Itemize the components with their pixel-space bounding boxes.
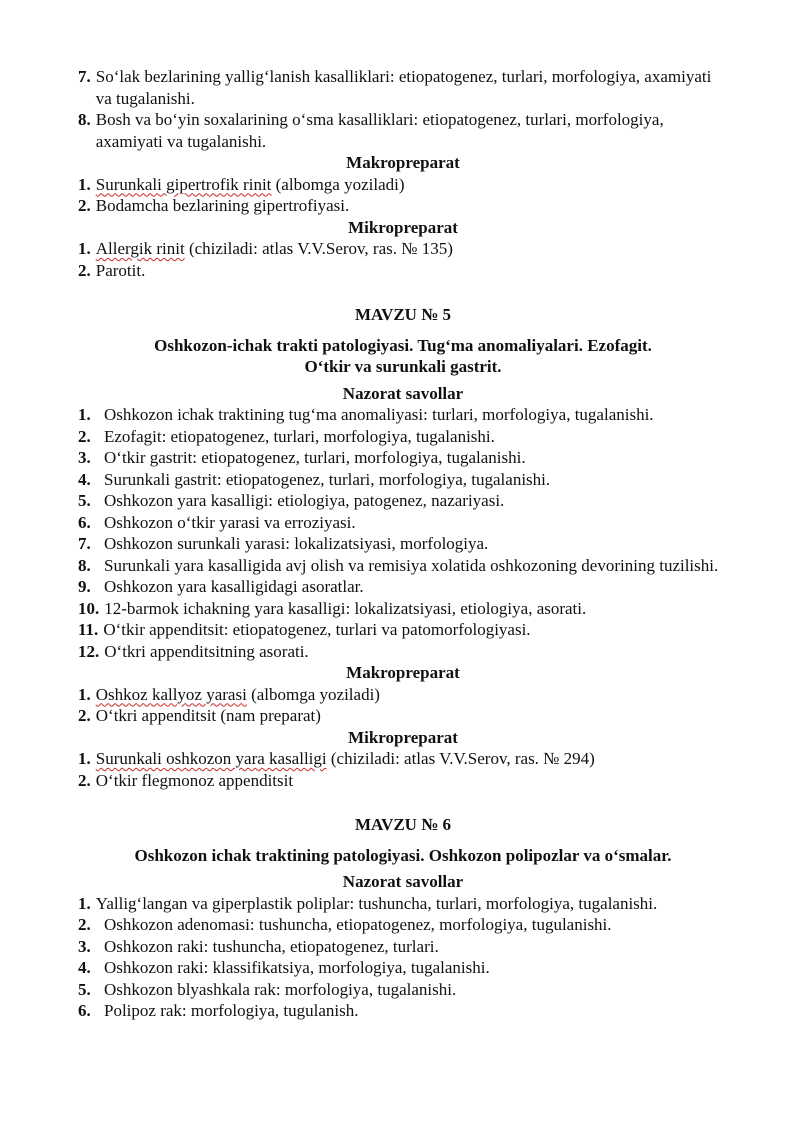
list-item (78, 1000, 728, 1022)
item-text: 12-barmok ichakning yara kasalligi: lokalizatsiyasi, etiologiya, asorati. (104, 598, 587, 618)
list-item (78, 705, 728, 727)
item-number: 1. (78, 174, 91, 194)
item-number: 5. (78, 979, 91, 999)
item-text: O‘tkri appenditsit (nam preparat) (95, 706, 321, 725)
item-text: So‘lak bezlarining yallig‘lanish kasalliklari: etiopatogenez, turlari, morfologiya, axamiyati va tugalanishi. (95, 67, 712, 108)
list-item (78, 447, 728, 469)
document-page (78, 66, 728, 1022)
item-number: 4. (78, 958, 91, 977)
item-text: O‘tkir gastrit: etiopatogenez, turlari, morfologiya, tugalanishi. (104, 448, 526, 467)
item-number: 1. (78, 684, 91, 704)
list-item (78, 404, 728, 426)
item-number: 10. (78, 598, 100, 618)
nazorat-savollar-heading: Nazorat savollar (342, 872, 464, 891)
item-number: 2. (78, 260, 91, 280)
item-number: 1. (78, 893, 91, 913)
item-number: 8. (78, 555, 91, 575)
item-number: 1. (78, 749, 91, 768)
item-text: (chiziladi: atlas V.V.Serov, ras. № 294) (326, 749, 595, 768)
item-number: 2. (78, 706, 91, 725)
list-item (78, 770, 728, 792)
item-text: Oshkozon o‘tkir yarasi va erroziyasi. (104, 512, 356, 532)
makropreparat-heading: Makropreparat (346, 663, 460, 682)
list-item (78, 957, 728, 979)
item-number: 2. (78, 196, 91, 215)
list-item (78, 598, 728, 620)
list-item (78, 555, 728, 577)
item-text: (chiziladi: atlas V.V.Serov, ras. № 135) (184, 239, 453, 258)
list-item (78, 684, 728, 706)
mavzu-6-title-line-1: Oshkozon ichak traktining patologiyasi. Oshkozon polipozlar va o‘smalar. (134, 845, 672, 865)
item-text: Polipoz rak: morfologiya, tugulanish. (104, 1001, 359, 1020)
item-text: (albomga yoziladi) (271, 174, 405, 194)
mikropreparat-heading: Mikropreparat (348, 217, 458, 237)
mavzu-6-question-list (78, 893, 728, 1022)
list-item (78, 936, 728, 958)
item-text: Bodamcha bezlarining gipertrofiyasi. (95, 196, 350, 215)
item-text: O‘tkri appenditsitning asorati. (104, 641, 309, 661)
list-item (78, 748, 728, 770)
mavzu-6-heading: MAVZU № 6 (354, 815, 452, 834)
makropreparat-list (78, 684, 728, 727)
list-item (78, 469, 728, 491)
item-text: Oshkozon yara kasalligi: etiologiya, patogenez, nazariyasi. (104, 491, 505, 510)
item-number: 8. (78, 110, 91, 129)
item-number: 6. (78, 1001, 91, 1020)
item-text: Surunkali yara kasalligida avj olish va remisiya xolatida oshkozoning devorining tuzilishi. (104, 555, 719, 575)
item-text: Oshkozon adenomasi: tushuncha, etiopatogenez, morfologiya, tugulanishi. (104, 915, 612, 934)
item-number: 9. (78, 577, 91, 596)
mikropreparat-list (78, 748, 728, 791)
mikropreparat-list (78, 238, 728, 281)
list-item (78, 238, 728, 260)
item-text: Ezofagit: etiopatogenez, turlari, morfologiya, tugalanishi. (104, 426, 495, 446)
item-number: 6. (78, 512, 91, 532)
item-number: 3. (78, 448, 91, 467)
item-number: 1. (78, 405, 91, 424)
nazorat-savollar-heading: Nazorat savollar (342, 383, 464, 403)
list-item (78, 979, 728, 1001)
list-item (78, 195, 728, 217)
list-item (78, 512, 728, 534)
item-text: Surunkali gastrit: etiopatogenez, turlari, morfologiya, tugalanishi. (104, 469, 551, 489)
mavzu-5-heading: MAVZU № 5 (354, 305, 452, 324)
item-link-text: Surunkali oshkozon yara kasalligi (95, 749, 327, 768)
item-text: Parotit. (95, 260, 146, 280)
item-number: 1. (78, 239, 91, 258)
list-item (78, 490, 728, 512)
list-item (78, 914, 728, 936)
mikropreparat-heading: Mikropreparat (348, 727, 458, 747)
item-number: 4. (78, 469, 91, 489)
item-text: O‘tkir appenditsit: etiopatogenez, turlari va patomorfologiyasi. (103, 620, 531, 639)
list-item (78, 641, 728, 663)
item-text: Yallig‘langan va giperplastik poliplar: tushuncha, turlari, morfologiya, tugalanishi. (95, 893, 658, 913)
item-number: 2. (78, 915, 91, 934)
item-text: Oshkozon raki: tushuncha, etiopatogenez, turlari. (104, 936, 439, 956)
item-number: 2. (78, 426, 91, 446)
top-question-list (78, 66, 728, 152)
list-item (78, 533, 728, 555)
makropreparat-heading: Makropreparat (346, 153, 460, 172)
item-text: Bosh va bo‘yin soxalarining o‘sma kasalliklari: etiopatogenez, turlari, morfologiya, axamiyati va tugalanishi. (95, 110, 664, 151)
list-item (78, 426, 728, 448)
item-number: 5. (78, 491, 91, 510)
list-item (78, 109, 728, 152)
mavzu-5-title-line-2: O‘tkir va surunkali gastrit. (304, 357, 502, 376)
item-link-text: Oshkoz kallyoz yarasi (95, 684, 247, 704)
item-number: 11. (78, 620, 99, 639)
makropreparat-list (78, 174, 728, 217)
list-item (78, 619, 728, 641)
item-text: Oshkozon yara kasalligidagi asoratlar. (104, 577, 364, 596)
item-text: (albomga yoziladi) (246, 684, 380, 704)
mavzu-5-title-line-1: Oshkozon-ichak trakti patologiyasi. Tug‘ma anomaliyalari. Ezofagit. (154, 335, 652, 355)
list-item (78, 260, 728, 282)
item-text: Oshkozon raki: klassifikatsiya, morfologiya, tugalanishi. (104, 958, 490, 977)
item-text: O‘tkir flegmonoz appenditsit (95, 770, 294, 790)
list-item (78, 174, 728, 196)
item-text: Oshkozon ichak traktining tug‘ma anomaliyasi: turlari, morfologiya, tugalanishi. (104, 405, 654, 424)
item-number: 7. (78, 67, 91, 86)
list-item (78, 576, 728, 598)
list-item (78, 66, 728, 109)
item-link-text: Allergik rinit (95, 239, 185, 258)
item-number: 12. (78, 641, 100, 661)
mavzu-5-question-list (78, 404, 728, 662)
item-number: 7. (78, 534, 91, 553)
item-text: Oshkozon surunkali yarasi: lokalizatsiyasi, morfologiya. (104, 534, 489, 553)
item-link-text: Surunkali gipertrofik rinit (95, 174, 272, 194)
item-number: 3. (78, 936, 91, 956)
item-number: 2. (78, 770, 91, 790)
item-text: Oshkozon blyashkala rak: morfologiya, tugalanishi. (104, 979, 457, 999)
list-item (78, 893, 728, 915)
